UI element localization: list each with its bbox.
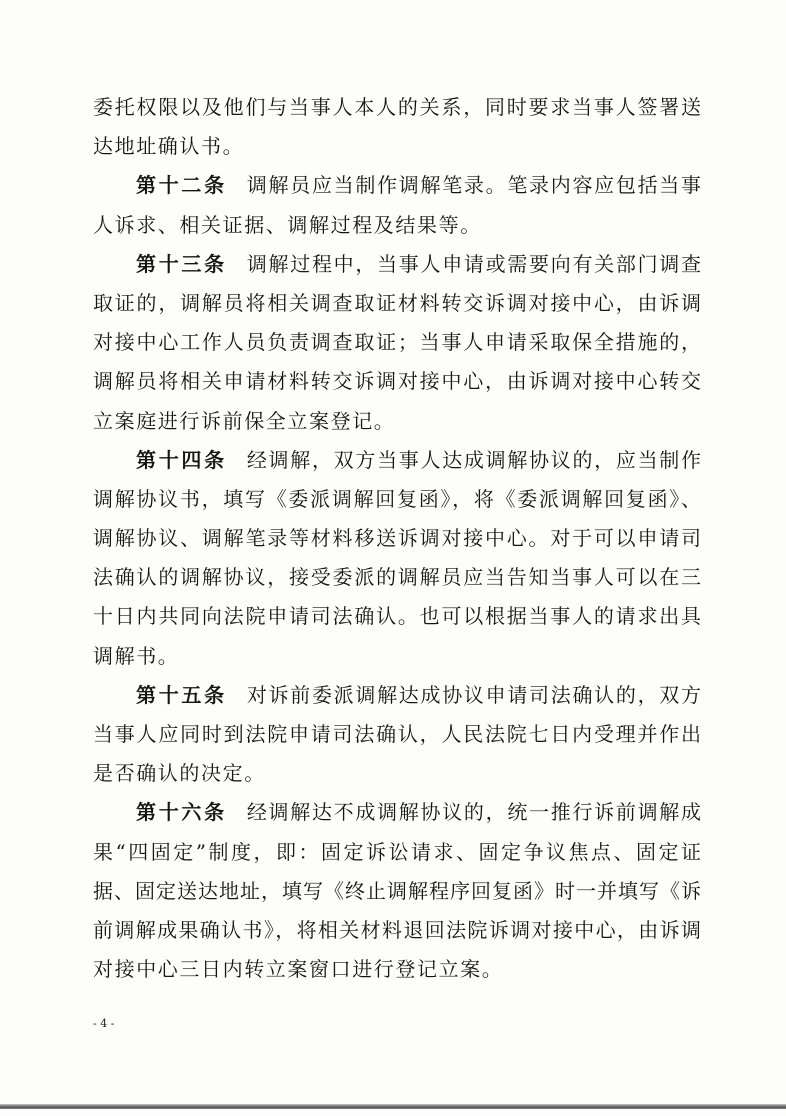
- text-line: 对接中心工作人员负责调查取证；当事人申请采取保全措施的，: [93, 330, 701, 355]
- text-line: 据、固定送达地址，填写《终止调解程序回复函》时一并填写《诉: [93, 878, 701, 903]
- text-line: 当事人应同时到法院申请司法确认，人民法院七日内受理并作出: [93, 722, 701, 746]
- text-line: 委托权限以及他们与当事人本人的关系，同时要求当事人签署送: [93, 95, 701, 119]
- text-line: 十日内共同向法院申请司法确认。也可以根据当事人的请求出具: [93, 604, 701, 629]
- article-label: 第十二条: [136, 173, 227, 198]
- text-line: 果“四固定”制度，即：固定诉讼请求、固定争议焦点、固定证: [93, 839, 701, 864]
- paragraph-continuation: [93, 88, 701, 166]
- text-span: 经调解达不成调解协议的，统一推行诉前调解成: [246, 800, 702, 825]
- document-body: [93, 88, 701, 989]
- article-13-paragraph: [93, 245, 701, 441]
- text-line: 法确认的调解协议，接受委派的调解员应当告知当事人可以在三: [93, 565, 701, 590]
- text-line: 调解员将相关申请材料转交诉调对接中心，由诉调对接中心转交: [93, 369, 701, 394]
- article-label: 第十六条: [136, 800, 227, 825]
- text-line: 调解协议、调解笔录等材料移送诉调对接中心。对于可以申请司: [93, 526, 701, 551]
- text-line: 立案庭进行诉前保全立案登记。: [93, 408, 396, 433]
- text-line: 是否确认的决定。: [93, 761, 266, 786]
- text-line: 前调解成果确认书》，将相关材料退回法院诉调对接中心，由诉调: [93, 917, 701, 942]
- text-line: [93, 166, 701, 205]
- article-label: 第十五条: [136, 682, 227, 707]
- text-line: 达地址确认书。: [93, 134, 245, 159]
- article-16-paragraph: [93, 793, 701, 989]
- article-label: 第十三条: [136, 251, 227, 276]
- text-line: 取证的，调解员将相关调查取证材料转交诉调对接中心，由诉调: [93, 290, 701, 315]
- text-line: 调解书。: [93, 643, 180, 668]
- text-line: [93, 793, 701, 832]
- text-line: [93, 245, 701, 284]
- text-line: 调解协议书，填写《委派调解回复函》，将《委派调解回复函》、: [93, 486, 701, 511]
- text-line: 人诉求、相关证据、调解过程及结果等。: [93, 212, 482, 237]
- text-span: 对诉前委派调解达成协议申请司法确认的，双方: [246, 682, 702, 707]
- page-number: - 4 -: [93, 1017, 115, 1030]
- article-12-paragraph: [93, 166, 701, 244]
- text-span: 经调解，双方当事人达成调解协议的，应当制作: [246, 447, 702, 472]
- article-15-paragraph: [93, 676, 701, 794]
- article-14-paragraph: [93, 441, 701, 676]
- text-span: 调解员应当制作调解笔录。笔录内容应包括当事: [246, 173, 702, 198]
- article-label: 第十四条: [136, 447, 227, 472]
- text-line: [93, 441, 701, 480]
- text-span: 调解过程中，当事人申请或需要向有关部门调查: [246, 251, 702, 276]
- scan-edge: [0, 1104, 786, 1109]
- text-line: [93, 676, 701, 715]
- text-line: 对接中心三日内转立案窗口进行登记立案。: [93, 957, 504, 982]
